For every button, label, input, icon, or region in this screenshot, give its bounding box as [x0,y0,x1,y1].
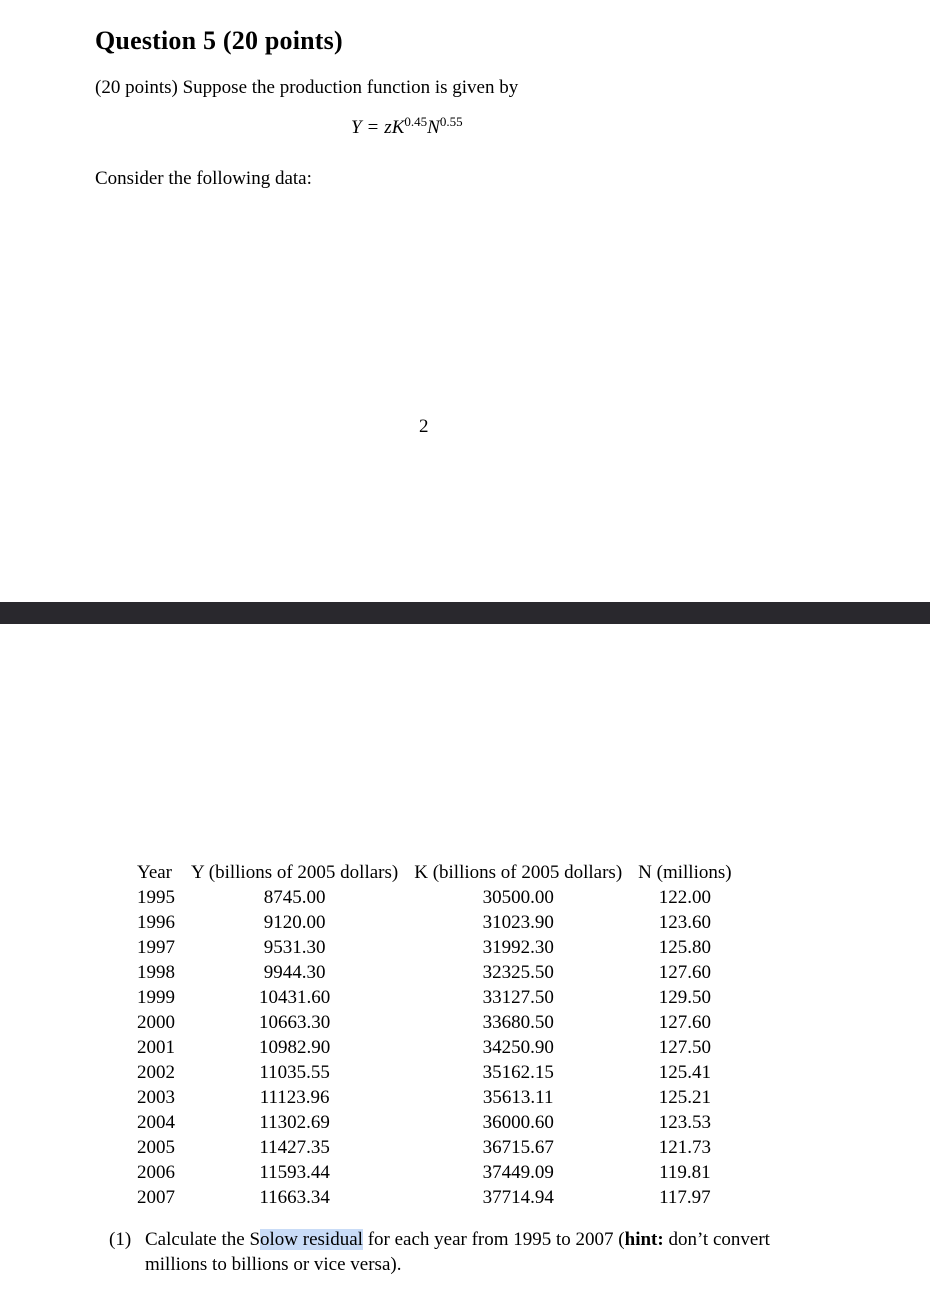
cell-year: 2004 [137,1112,175,1133]
cell-year: 2007 [137,1187,175,1208]
cell-n: 125.41 [658,1062,711,1083]
header-k: K (billions of 2005 dollars) [414,862,623,883]
table-row [129,935,740,960]
table-row [129,1185,740,1210]
cell-k: 35162.15 [482,1062,554,1083]
table-row [129,885,740,910]
cell-y: 9120.00 [263,912,326,933]
table-row [129,985,740,1010]
eq-y: Y [351,117,362,138]
cell-n: 121.73 [658,1137,711,1158]
cell-n: 129.50 [658,987,711,1008]
cell-year: 1995 [137,887,175,908]
cell-k: 30500.00 [482,887,554,908]
eq-k: K [391,117,405,138]
cell-y: 9531.30 [263,937,326,958]
cell-n: 122.00 [658,887,711,908]
intro-text: (20 points) Suppose the production function is given by [95,77,519,98]
production-function-equation [351,114,463,139]
cell-y: 9944.30 [263,962,326,983]
cell-n: 117.97 [659,1187,711,1208]
cell-year: 2002 [137,1062,175,1083]
cell-y: 11663.34 [259,1187,330,1208]
table-row [129,1085,740,1110]
table-row [129,1035,740,1060]
cell-k: 33680.50 [482,1012,554,1033]
table-row [129,1160,740,1185]
page-number: 2 [419,416,429,437]
text-before-selection: Calculate the S [145,1229,261,1250]
cell-year: 2001 [137,1037,175,1058]
page-break-bar [0,602,930,624]
question-part-text[interactable] [145,1227,789,1277]
cell-year: 2005 [137,1137,175,1158]
cell-year: 2000 [137,1012,175,1033]
header-n: N (millions) [638,862,732,883]
cell-y: 11035.55 [259,1062,330,1083]
table-row [129,1010,740,1035]
data-table [129,860,740,1210]
cell-year: 1998 [137,962,175,983]
cell-year: 1996 [137,912,175,933]
text-after-selection: for each year from 1995 to 2007 ( [362,1229,625,1250]
cell-year: 1997 [137,937,175,958]
cell-k: 36715.67 [482,1137,554,1158]
cell-y: 10663.30 [258,1012,331,1033]
cell-k: 31023.90 [482,912,554,933]
cell-k: 37714.94 [482,1187,554,1208]
cell-k: 35613.11 [482,1087,554,1108]
header-y: Y (billions of 2005 dollars) [191,862,399,883]
cell-y: 11302.69 [259,1112,330,1133]
table-header-row [129,860,740,885]
cell-k: 34250.90 [482,1037,554,1058]
eq-n: N [427,117,440,138]
table-row [129,1135,740,1160]
cell-n: 127.50 [658,1037,711,1058]
text-selection-highlight[interactable]: olow residual [260,1229,363,1250]
cell-k: 37449.09 [482,1162,554,1183]
eq-n-exponent: 0.55 [439,114,463,129]
cell-n: 123.53 [658,1112,711,1133]
table-row [129,1110,740,1135]
cell-n: 123.60 [658,912,711,933]
header-year: Year [137,862,173,883]
cell-k: 32325.50 [482,962,554,983]
table-row [129,1060,740,1085]
cell-year: 1999 [137,987,175,1008]
cell-n: 125.21 [658,1087,711,1108]
cell-y: 10431.60 [258,987,331,1008]
cell-y: 11593.44 [259,1162,330,1183]
hint-text: don’t convert millions to billions or vice versa). [145,1229,770,1275]
cell-k: 33127.50 [482,987,554,1008]
cell-year: 2003 [137,1087,175,1108]
cell-y: 10982.90 [258,1037,331,1058]
hint-label: hint: [624,1229,664,1250]
question-part-1 [109,1227,789,1277]
consider-text: Consider the following data: [95,168,312,189]
cell-y: 11123.96 [259,1087,330,1108]
eq-z: z [384,117,392,138]
cell-y: 11427.35 [259,1137,330,1158]
table-row [129,910,740,935]
table-row [129,960,740,985]
cell-n: 125.80 [658,937,711,958]
eq-equals: = [367,117,379,138]
cell-k: 36000.60 [482,1112,554,1133]
cell-n: 127.60 [658,1012,711,1033]
cell-n: 127.60 [658,962,711,983]
question-title: Question 5 (20 points) [95,26,343,55]
cell-year: 2006 [137,1162,175,1183]
cell-y: 8745.00 [263,887,326,908]
document-page-2 [0,0,930,602]
question-part-number: (1) [109,1229,132,1250]
cell-k: 31992.30 [482,937,554,958]
cell-n: 119.81 [659,1162,711,1183]
eq-k-exponent: 0.45 [404,114,428,129]
